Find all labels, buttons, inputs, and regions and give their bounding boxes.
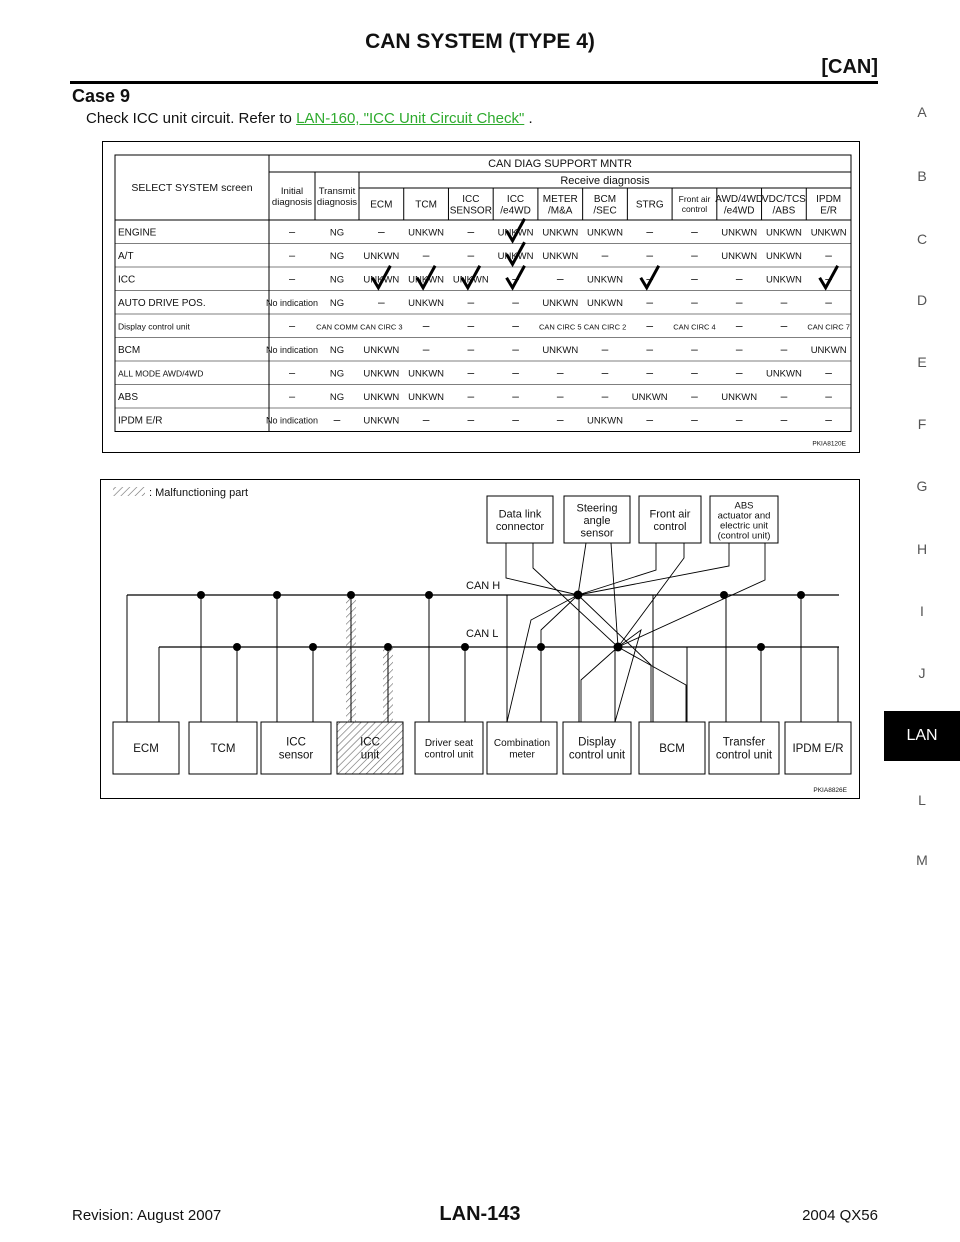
initial-diagnosis-value: No indication [265, 297, 319, 308]
receive-diagnosis-value: UNKWN [587, 227, 623, 239]
bottom-unit-label: ECM [133, 743, 159, 756]
receive-diagnosis-value: CAN COMM [316, 322, 358, 332]
receive-diagnosis-value: UNKWN [810, 344, 847, 356]
top-unit-label: ABS [734, 500, 754, 512]
side-index-b[interactable]: B [917, 168, 927, 184]
receive-column-header: Front air [678, 194, 711, 205]
receive-diagnosis-value: – [378, 224, 385, 239]
receive-diagnosis-value: – [333, 412, 341, 427]
receive-diagnosis-value: UNKWN [721, 250, 758, 262]
receive-diagnosis-value: – [556, 365, 564, 380]
receive-diagnosis-value: – [512, 365, 519, 380]
receive-diagnosis-value: UNKWN [765, 368, 802, 380]
side-index-m[interactable]: M [916, 852, 928, 868]
case-text-before: Check ICC unit circuit. Refer to [86, 110, 297, 127]
receive-diagnosis-value: UNKWN [363, 274, 400, 286]
receive-diagnosis-value: – [735, 412, 743, 427]
junction-dot [347, 591, 355, 599]
receive-diagnosis-value: – [691, 412, 698, 427]
receive-diagnosis-value: UNKWN [542, 250, 579, 262]
receive-diagnosis-value: – [780, 388, 788, 403]
receive-diagnosis-value: – [691, 294, 698, 309]
receive-diagnosis-value: – [825, 247, 832, 262]
receive-diagnosis-value: – [512, 294, 519, 309]
can-l-label: CAN L [466, 628, 499, 640]
bottom-unit-label: Display [578, 736, 616, 749]
receive-column-header: STRG [635, 199, 664, 211]
initial-diagnosis-header: Initial [280, 185, 304, 197]
receive-diagnosis-value: NG [329, 391, 345, 403]
top-unit-label: actuator and [717, 510, 771, 522]
receive-diagnosis-value: UNKWN [363, 415, 400, 427]
receive-diagnosis-value: – [556, 412, 564, 427]
receive-diagnosis-value: – [467, 247, 475, 262]
table-row-name: A/T [118, 250, 134, 262]
receive-diagnosis-value: – [646, 294, 654, 309]
case-text-after: . [524, 110, 533, 127]
select-system-label: SELECT SYSTEM screen [131, 182, 253, 195]
legend-swatch [113, 487, 145, 496]
receive-diagnosis-value: CAN CIRC 4 [673, 322, 716, 332]
initial-diagnosis-value: – [288, 390, 296, 403]
network-wire [578, 543, 586, 595]
receive-diagnosis-value: – [691, 341, 698, 356]
receive-diagnosis-value: – [825, 412, 832, 427]
receive-diagnosis-value: – [691, 247, 698, 262]
initial-diagnosis-value: – [288, 320, 296, 333]
receive-diagnosis-value: – [735, 294, 743, 309]
receive-diagnosis-value: – [646, 341, 654, 356]
network-wire [581, 647, 618, 722]
receive-diagnosis-value: CAN CIRC 7 [807, 322, 850, 332]
top-unit-label: sensor [580, 527, 614, 540]
initial-diagnosis-value: – [288, 273, 296, 286]
side-index-g[interactable]: G [916, 478, 928, 494]
receive-column-header: /M&A [548, 205, 573, 217]
receive-diagnosis-value: UNKWN [587, 297, 623, 309]
junction-dot [461, 643, 469, 651]
can-diag-table-figure [102, 141, 860, 453]
receive-diagnosis-value: UNKWN [765, 250, 802, 262]
receive-diagnosis-value: UNKWN [631, 391, 668, 403]
receive-diagnosis-value: UNKWN [363, 368, 400, 380]
receive-diagnosis-value: UNKWN [363, 391, 400, 403]
network-wire [578, 543, 729, 595]
receive-column-header: ICC [462, 193, 480, 205]
bottom-unit-label: control unit [568, 749, 626, 762]
table-row-name: ENGINE [118, 227, 157, 239]
receive-diagnosis-value: UNKWN [721, 391, 758, 403]
side-index-j[interactable]: J [918, 665, 926, 681]
table-row-name: ALL MODE AWD/4WD [118, 368, 204, 379]
side-index-h[interactable]: H [916, 541, 928, 557]
receive-column-header: /e4WD [723, 205, 755, 217]
receive-diagnosis-value: – [467, 365, 475, 380]
side-index-e[interactable]: E [917, 354, 927, 370]
initial-diagnosis-value: – [288, 367, 296, 380]
network-wire [618, 647, 686, 722]
initial-diagnosis-header: diagnosis [271, 196, 313, 208]
footer-revision: Revision: August 2007 [72, 1207, 222, 1224]
receive-diagnosis-value: – [512, 271, 519, 286]
receive-column-header: BCM [593, 193, 617, 205]
top-unit-label: control [653, 521, 687, 534]
table-row-name: ICC [118, 274, 136, 286]
top-unit-label: Steering [576, 502, 618, 515]
receive-diagnosis-value: – [422, 318, 430, 333]
receive-diagnosis-value: – [512, 412, 519, 427]
receive-diagnosis-value: – [825, 271, 832, 286]
receive-diagnosis-value: – [691, 224, 698, 239]
receive-diagnosis-value: – [467, 318, 475, 333]
receive-diagnosis-value: – [735, 271, 743, 286]
receive-diagnosis-value: – [780, 412, 788, 427]
receive-diagnosis-value: UNKWN [765, 274, 802, 286]
receive-diagnosis-value: – [691, 365, 698, 380]
receive-diagnosis-value: UNKWN [721, 227, 758, 239]
receive-diagnosis-value: – [825, 294, 832, 309]
receive-diagnosis-value: – [780, 318, 788, 333]
figure-code: PKIA8120E [812, 440, 846, 448]
initial-diagnosis-value: – [288, 226, 296, 239]
receive-diagnosis-value: NG [329, 368, 345, 380]
receive-diagnosis-value: – [646, 224, 654, 239]
junction-dot [309, 643, 317, 651]
receive-diagnosis-value: – [422, 412, 430, 427]
receive-diagnosis-value: UNKWN [452, 274, 489, 286]
receive-diagnosis-value: – [601, 365, 609, 380]
can-network-svg [101, 480, 859, 798]
receive-diagnosis-value: UNKWN [587, 415, 623, 427]
legend-label: : Malfunctioning part [149, 487, 249, 499]
receive-column-header: ECM [370, 199, 393, 211]
receive-diagnosis-value: – [735, 318, 743, 333]
receive-diagnosis-value: – [691, 388, 698, 403]
case-title: Case 9 [72, 86, 131, 106]
receive-diagnosis-value: – [467, 412, 475, 427]
receive-diagnosis-value: UNKWN [497, 250, 534, 262]
table-row-name: BCM [118, 344, 141, 356]
receive-diagnosis-value: – [735, 341, 743, 356]
transmit-diagnosis-header: diagnosis [316, 196, 358, 208]
bottom-unit-label: Driver seat [424, 737, 474, 749]
header-rule [70, 81, 878, 84]
junction-dot [273, 591, 281, 599]
receive-column-header: TCM [415, 199, 437, 211]
receive-diagnosis-value: – [556, 388, 564, 403]
junction-dot [233, 643, 241, 651]
bottom-unit-label: ICC [286, 736, 306, 749]
top-unit-label: connector [495, 521, 545, 534]
receive-diagnosis-value: – [646, 271, 654, 286]
table-title: CAN DIAG SUPPORT MNTR [488, 158, 632, 170]
receive-diagnosis-value: – [601, 388, 609, 403]
network-wire [507, 595, 578, 722]
junction-dot [574, 591, 583, 600]
bottom-unit-label: sensor [278, 749, 314, 762]
initial-diagnosis-value: – [288, 249, 296, 262]
receive-column-header: /SEC [593, 205, 617, 217]
page-header-title: CAN SYSTEM (TYPE 4) [365, 30, 595, 53]
footer-page-number: LAN-143 [439, 1203, 521, 1225]
receive-diagnosis-value: – [646, 247, 654, 262]
top-unit-label: electric unit [719, 520, 769, 532]
side-index-a[interactable]: A [917, 104, 927, 120]
receive-diagnosis-value: – [512, 318, 519, 333]
initial-diagnosis-value: No indication [265, 344, 319, 355]
receive-diagnosis-value: NG [329, 250, 345, 262]
top-unit-label: Front air [649, 508, 691, 521]
side-index-i[interactable]: I [920, 603, 924, 619]
table-row-name: IPDM E/R [118, 415, 163, 427]
receive-diagnosis-value: – [467, 294, 475, 309]
initial-diagnosis-value: No indication [265, 415, 319, 426]
bottom-unit-label: ICC [360, 736, 380, 749]
bottom-unit-label: Combination [493, 737, 551, 749]
receive-column-header: /e4WD [500, 205, 531, 217]
bottom-unit-label: control unit [715, 749, 773, 762]
receive-diagnosis-value: UNKWN [408, 391, 445, 403]
receive-diagnosis-value: UNKWN [587, 274, 623, 286]
bottom-unit-label: Transfer [722, 736, 766, 749]
receive-column-header: control [681, 203, 708, 214]
receive-diagnosis-value: – [467, 388, 475, 403]
receive-diagnosis-value: UNKWN [408, 227, 445, 239]
junction-dot [614, 643, 623, 652]
receive-diagnosis-value: – [646, 318, 654, 333]
receive-diagnosis-value: – [512, 341, 519, 356]
receive-diagnosis-value: UNKWN [765, 227, 802, 239]
receive-diagnosis-value: NG [329, 297, 345, 309]
bottom-unit-label: control unit [424, 749, 474, 761]
can-h-label: CAN H [466, 580, 501, 592]
receive-diagnosis-value: – [467, 341, 475, 356]
bottom-unit-label: IPDM E/R [792, 743, 844, 756]
top-unit-label: Data link [498, 508, 542, 521]
receive-diagnosis-value: – [556, 271, 564, 286]
side-index-c[interactable]: C [916, 231, 928, 247]
receive-diagnosis-value: CAN CIRC 5 [539, 322, 582, 332]
junction-dot [384, 643, 392, 651]
receive-column-header: VDC/TCS [761, 193, 806, 205]
receive-diagnosis-value: NG [329, 344, 345, 356]
case-instruction [86, 110, 533, 127]
receive-diagnosis-value: – [825, 388, 832, 403]
receive-diagnosis-value: UNKWN [363, 250, 400, 262]
reference-link[interactable]: LAN-160, "ICC Unit Circuit Check" [296, 110, 525, 127]
receive-column-header: AWD/4WD [715, 193, 764, 205]
page-header-subtitle: [CAN] [821, 56, 878, 78]
receive-diagnosis-value: – [512, 388, 519, 403]
receive-diagnosis-value: CAN CIRC 2 [583, 322, 627, 332]
receive-diagnosis-value: – [601, 341, 609, 356]
receive-diagnosis-value: UNKWN [542, 344, 579, 356]
receive-diagnosis-value: – [646, 412, 654, 427]
receive-diagnosis-value: UNKWN [363, 344, 400, 356]
receive-diagnosis-value: – [646, 365, 654, 380]
junction-dot [797, 591, 805, 599]
table-row-name: Display control unit [118, 321, 190, 332]
can-diag-table [103, 142, 859, 452]
junction-dot [197, 591, 205, 599]
receive-column-header: SENSOR [449, 205, 492, 217]
figure-code: PKIA8826E [813, 787, 847, 794]
bottom-unit-label: meter [509, 749, 535, 761]
side-index-d[interactable]: D [916, 292, 928, 308]
side-index-lan[interactable]: LAN [884, 711, 960, 761]
receive-column-header: METER [542, 193, 578, 205]
receive-diagnosis-value: – [601, 247, 609, 262]
can-network-diagram [100, 479, 860, 799]
receive-diagnosis-value: – [691, 271, 698, 286]
junction-dot [425, 591, 433, 599]
receive-diagnosis-value: UNKWN [408, 297, 445, 309]
receive-diagnosis-value: – [735, 365, 743, 380]
bottom-unit-label: unit [360, 749, 380, 762]
receive-diagnosis-value: – [467, 224, 475, 239]
receive-diagnosis-header: Receive diagnosis [560, 175, 650, 187]
receive-diagnosis-value: – [378, 294, 385, 309]
bottom-unit-label: TCM [210, 743, 236, 756]
receive-diagnosis-value: – [422, 247, 430, 262]
receive-diagnosis-value: NG [329, 274, 345, 286]
table-row-name: ABS [118, 391, 139, 403]
receive-diagnosis-value: UNKWN [408, 274, 445, 286]
receive-diagnosis-value: – [825, 365, 832, 380]
receive-diagnosis-value: NG [329, 227, 345, 239]
receive-column-header: ICC [506, 193, 525, 205]
network-wire [541, 595, 578, 722]
transmit-diagnosis-header: Transmit [318, 185, 356, 197]
receive-diagnosis-value: UNKWN [542, 297, 579, 309]
receive-diagnosis-value: CAN CIRC 3 [360, 322, 403, 332]
side-index-f[interactable]: F [917, 416, 927, 432]
junction-dot [757, 643, 765, 651]
receive-diagnosis-value: – [780, 341, 788, 356]
receive-column-header: E/R [820, 205, 837, 217]
receive-diagnosis-value: – [422, 341, 430, 356]
top-unit-label: (control unit) [717, 530, 771, 542]
receive-diagnosis-value: UNKWN [542, 227, 579, 239]
receive-column-header: /ABS [772, 205, 796, 217]
receive-diagnosis-value: UNKWN [810, 227, 847, 239]
bottom-unit-label: BCM [659, 743, 685, 756]
network-wire [506, 543, 578, 595]
side-index-l[interactable]: L [918, 792, 926, 808]
top-unit-label: angle [583, 514, 611, 527]
table-row-name: AUTO DRIVE POS. [118, 297, 206, 309]
receive-diagnosis-value: UNKWN [408, 368, 445, 380]
footer-model: 2004 QX56 [802, 1207, 878, 1224]
receive-diagnosis-value: – [780, 294, 788, 309]
receive-diagnosis-value: UNKWN [497, 227, 534, 239]
receive-column-header: IPDM [816, 193, 842, 205]
